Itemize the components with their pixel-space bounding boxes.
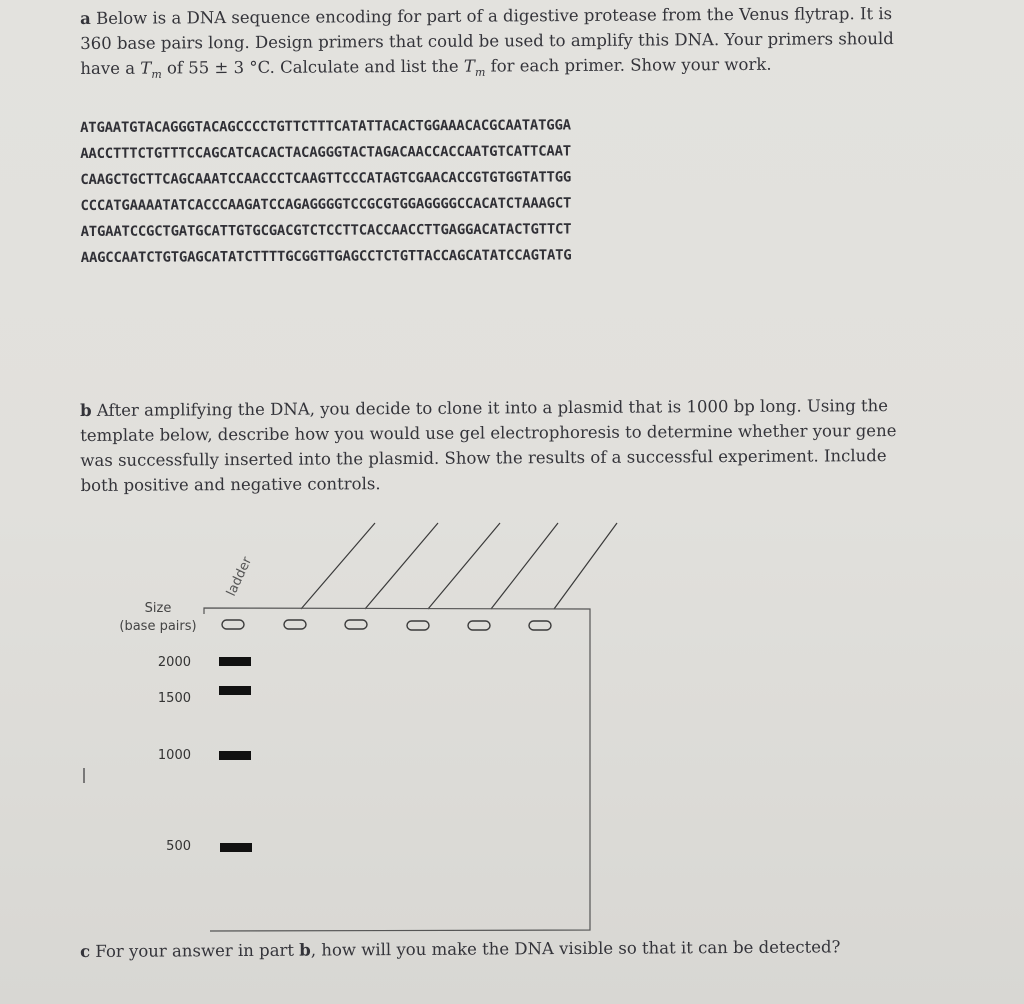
part-b-line-2: template below, describe how you would use gel electrophoresis to determine whether your gene [80,421,897,445]
part-b-text-1: After amplifying the DNA, you decide to clone it into a plasmid that is 1000 bp long. Using the [96,396,889,420]
lane-label-line [428,523,500,609]
gel-box [204,608,590,931]
sequence-row: AACCTTTCTGTTTCCAGCATCACACTACAGGGTACTAGACAACCACCAATGTCATTCAAT [80,143,571,162]
sequence-row: AAGCCAATCTGTGAGCATATCTTTTGCGGTTGAGCCTCTGTTACCAGCATATCCAGTATG [80,247,572,266]
ladder-bands [219,657,252,852]
tm-symbol-2: $T_m$ [463,56,486,79]
size-tick-1000: 1000 [157,748,191,763]
ladder-band-1500 [219,686,251,695]
size-axis-label: Size [144,601,172,616]
well-ladder [222,620,244,629]
well-lane [529,621,551,630]
ladder-label: ladder [224,554,256,599]
sequence-row: ATGAATCCGCTGATGCATTGTGCGACGTCTCCTTCACCAACCTTGAGGACATACTGTTCT [80,221,572,240]
part-c-marker: c [80,941,91,961]
part-a-text-3a: have a [80,58,141,78]
size-tick-1500: 1500 [157,691,191,706]
well-lane [468,621,490,630]
part-c-text-post: , how will you make the DNA visible so that it can be detected? [310,937,841,960]
size-axis-unit: (base pairs) [119,619,197,634]
part-b-marker: b [80,400,92,420]
part-a-text-3b: of 55 ± 3 °C. Calculate and list the [161,56,464,78]
part-c-ref-b: b [299,940,311,960]
well-lane [284,620,306,629]
ladder-band-500 [220,843,252,852]
sequence-row: ATGAATGTACAGGGTACAGCCCCTGTTCTTTCATATTACACTGGAAACACGCAATATGGA [80,117,571,136]
well-lane [407,621,429,630]
size-tick-2000: 2000 [157,655,191,670]
tm-symbol-1: $T_m$ [140,58,162,81]
lane-label-line [554,523,617,609]
ladder-band-1000 [219,751,251,760]
size-tick-500: 500 [166,839,191,854]
part-b-line-3: was successfully inserted into the plasmid. Show the results of a successful experiment. Include [80,446,887,470]
part-b-line-4: both positive and negative controls. [80,474,381,495]
part-a-text-1: Below is a DNA sequence encoding for part of a digestive protease from the Venus flytrap. It is [95,4,893,28]
lane-label-line [365,523,438,609]
gel-wells [222,620,551,630]
sequence-row: CCCATGAAAATATCACCCAAGATCCAGAGGGGTCCGCGTGGAGGGGCCACATCTAAAGCT [80,195,572,214]
ladder-band-2000 [219,657,251,666]
lane-label-line [301,523,375,609]
part-a-text-3c: for each primer. Show your work. [485,54,772,76]
sequence-row: CAAGCTGCTTCAGCAAATCCAACCCTCAAGTTCCCATAGTCGAACACCGTGTGGTATTGG [80,169,572,188]
well-lane [345,620,367,629]
part-a-marker: a [80,8,91,28]
lane-label-lines [301,523,617,609]
lane-label-line [491,523,558,609]
part-c-text-pre: For your answer in part [95,940,300,961]
part-a-line-2: 360 base pairs long. Design primers that could be used to amplify this DNA. Your primers should [80,29,894,53]
